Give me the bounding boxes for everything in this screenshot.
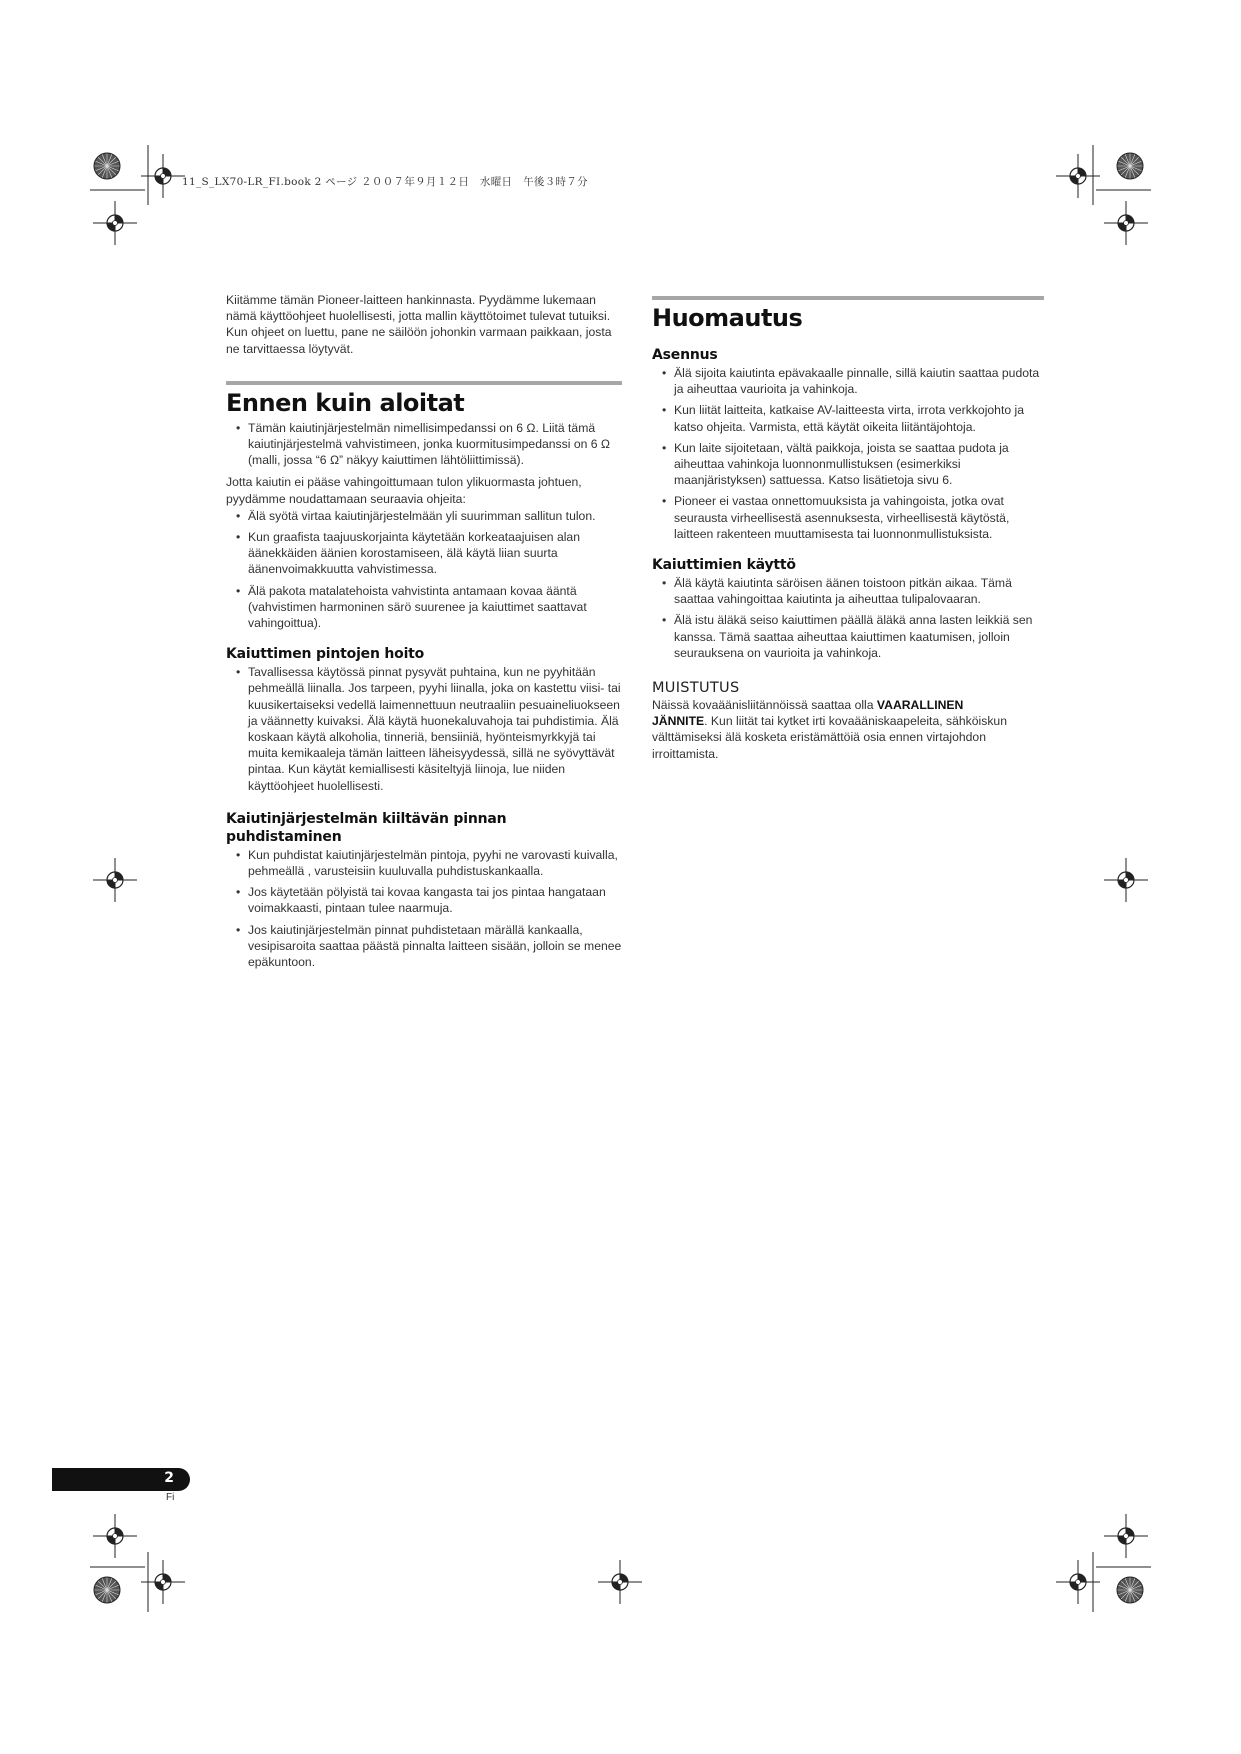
speaker-use-list xyxy=(652,575,1044,661)
registration-star-icon xyxy=(94,1577,120,1603)
registration-cross-icon xyxy=(1104,201,1148,245)
section-rule xyxy=(652,296,1044,334)
page-number-badge xyxy=(52,1468,190,1491)
list-item: • Älä pakota matalatehoista vahvistinta antamaan kovaa ääntä (vahvistimen harmoninen särö suurenee ja kaiuttimet saattavat vahingoittua). xyxy=(236,583,587,631)
list-item: • Kun liität laitteita, katkaise AV-laitteesta virta, irrota verkkojohto ja katso ohjeita. Varmista, että käytät oikeita liitäntäjohtoja. xyxy=(662,403,1024,434)
overload-paragraph: Jotta kaiutin ei pääse vahingoittumaan tulon ylikuormasta johtuen, pyydämme noudattamaan seuraavia ohjeita: xyxy=(226,475,582,506)
left-column xyxy=(226,292,622,970)
list-item: • Älä sijoita kaiutinta epävakaalle pinnalle, sillä kaiutin saattaa pudota ja aiheuttaa vaurioita ja vahinkoja. xyxy=(662,366,1040,397)
list-item: • Tämän kaiutinjärjestelmän nimellisimpedanssi on 6 Ω. Liitä tämä kaiutinjärjestelmä vahvistimeen, jonka kuormitusimpedanssi on 6 Ω (malli, jossa “6 Ω” näkyy kaiuttimen lähtöliittimissä). xyxy=(236,420,611,468)
registration-cross-icon xyxy=(1104,858,1148,902)
registration-cross-icon xyxy=(598,1560,642,1604)
impedance-list xyxy=(226,420,622,469)
registration-star-icon xyxy=(94,153,120,179)
registration-cross-icon xyxy=(93,201,137,245)
glossy-cleaning-list xyxy=(226,847,622,970)
list-item: • Kun graafista taajuuskorjainta käytetään korkeataajuisen alan äänekkäiden äänien korostamiseen, älä käytä liian suurta äänenvoimakkuutta vahvistimessa. xyxy=(236,530,580,577)
surface-care-list xyxy=(226,664,622,794)
subheading-glossy-cleaning: Kaiutinjärjestelmän kiiltävän pinnan puhdistaminen xyxy=(226,810,507,845)
subheading-surface-care: Kaiuttimen pintojen hoito xyxy=(226,646,425,663)
list-item: • Älä istu äläkä seiso kaiuttimen päällä äläkä anna lasten leikkiä sen kanssa. Tämä saattaa aiheuttaa kaiuttimen kaatumisen, jolloin seurauksena on vaurioita ja vahinkoja. xyxy=(662,613,1033,660)
registration-cross-icon xyxy=(93,1514,137,1558)
list-item: • Kun puhdistat kaiutinjärjestelmän pintoja, pyyhi ne varovasti kuivalla, pehmeällä , varusteisiin kuuluvalla puhdistuskankaalla. xyxy=(236,847,618,879)
registration-cross-icon xyxy=(1104,1514,1148,1558)
list-item: • Älä käytä kaiutinta säröisen äänen toistoon pitkän aikaa. Tämä saattaa vahingoittaa kaiutinta ja aiheuttaa tulipalovaaran. xyxy=(662,576,1012,607)
section-rule xyxy=(226,381,622,419)
list-item: • Pioneer ei vastaa onnettomuuksista ja vahingoista, jotka ovat seurausta virheellisestä asennuksesta, virheellisestä käytöstä, laitteen rakenteen muuttamisesta tai luonnonmullistuksista. xyxy=(662,494,1010,541)
registration-star-icon xyxy=(1117,1577,1143,1603)
registration-cross-icon xyxy=(93,858,137,902)
installation-list xyxy=(652,365,1044,542)
section-heading-before-start: Ennen kuin aloitat xyxy=(226,388,465,417)
subheading-speaker-use: Kaiuttimien käyttö xyxy=(652,557,796,574)
registration-star-icon xyxy=(1117,153,1143,179)
language-code: Fi xyxy=(166,1492,175,1503)
right-column xyxy=(652,296,1044,762)
caution-text: Näissä kovaäänisliitännöissä saattaa olla VAARALLINEN JÄNNITE. Kun liität tai kytket irti kovaääniskaapeleita, sähköiskun välttämiseksi älä kosketa eristämättöiä osia ennen virtajohdon irroittamista. xyxy=(652,698,1007,761)
overload-list xyxy=(226,508,622,631)
list-item: • Tavallisessa käytössä pinnat pysyvät puhtaina, kun ne pyyhitään pehmeällä liinalla. Jos tarpeen, pyyhi liinalla, joka on kastettu viisi- tai kuusikertaiseksi vedellä laimennettuun neutraaliin pesuaineliuokseen ja väännetty kuivaksi. Älä käytä huonekaluvahoja tai puhdistimia. Älä koskaan käytä alkoholia, tinneriä, bensiiniä, hyönteismyrkkyjä tai muita kemikaaleja tämän laitteen läheisyydessä, sillä ne syövyttävät pintaa. Kun käytät kemiallisesti käsiteltyjä liinoja, lue niiden käyttöohjeet huolellisesti. xyxy=(236,665,621,793)
caution-title: MUISTUTUS xyxy=(652,680,740,697)
list-item: • Kun laite sijoitetaan, vältä paikkoja, joista se saattaa pudota ja aiheuttaa vahinkoja luonnonmullistuksen (esimerkiksi maanjäristyksen) sattuessa. Katso lisätietoja sivu 6. xyxy=(662,440,1009,488)
intro-paragraph: Kiitämme tämän Pioneer-laitteen hankinnasta. Pyydämme lukemaan nämä käyttöohjeet huolellisesti, jotta mallin käyttötoimet tulevat tutuiksi. Kun ohjeet on luettu, pane ne säilöön johonkin varmaan paikkaan, josta ne tarvittaessa löytyvät. xyxy=(226,293,612,356)
section-heading-notice: Huomautus xyxy=(652,304,803,332)
print-file-header: 11_S_LX70-LR_FI.book 2 ページ ２００７年９月１２日 水曜日 午後３時７分 xyxy=(182,176,588,188)
list-item: • Älä syötä virtaa kaiutinjärjestelmään yli suurimman sallitun tulon. xyxy=(236,508,596,523)
subheading-installation: Asennus xyxy=(652,347,718,363)
list-item: • Jos kaiutinjärjestelmän pinnat puhdistetaan märällä kankaalla, vesipisaroita saattaa päästä pinnalta laitteen sisään, jolloin se menee epäkuntoon. xyxy=(236,922,622,970)
list-item: • Jos käytetään pölyistä tai kovaa kangasta tai jos pintaa hangataan voimakkaasti, pintaan tulee naarmuja. xyxy=(236,885,606,916)
page-number: 2 xyxy=(164,1470,174,1486)
